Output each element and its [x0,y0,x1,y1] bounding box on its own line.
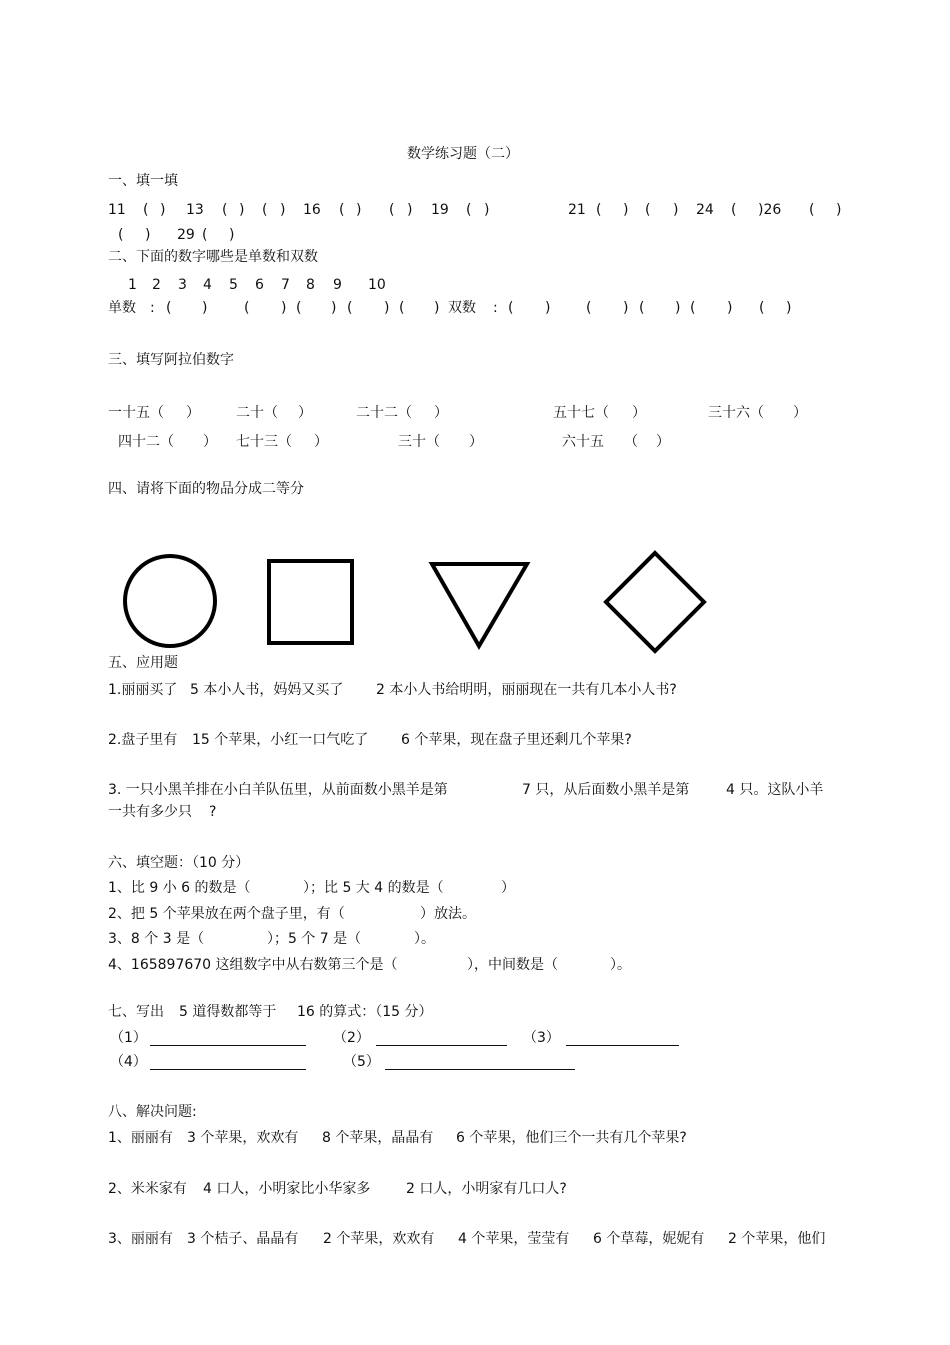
text-fragment: 24 [696,202,714,218]
shapes-figure [0,540,950,660]
text-fragment: ( [731,202,737,218]
text-fragment: 1 [128,277,137,293]
formula-blank-4[interactable] [150,1069,306,1070]
diamond-shape-icon [606,553,704,651]
text-fragment: ( [586,300,592,316]
text-fragment: ) [331,300,337,316]
text-fragment: 21 [568,202,586,218]
text-fragment: 双数 [448,300,476,316]
text-fragment: ) [229,227,235,243]
section-5-heading: 五、应用题 [108,655,178,671]
text-fragment: 单数 [108,300,136,316]
text-fragment: 6 [255,277,264,293]
formula-label-1: （1） [110,1030,147,1046]
section-2-heading: 二、下面的数字哪些是单数和双数 [108,249,318,265]
text-fragment: 二十（ [236,405,278,421]
text-fragment: 16 的算式：（15 分） [297,1004,433,1020]
text-fragment: ） [314,434,328,450]
text-fragment: ) [727,300,733,316]
text-fragment: ) [484,202,490,218]
formula-blank-1[interactable] [150,1045,306,1046]
text-fragment: 1.丽丽买了 [108,682,178,698]
text-fragment: 8 个苹果，晶晶有 [322,1130,434,1146]
text-fragment: 一共有多少只 [108,804,192,820]
text-fragment: 3 [178,277,187,293]
text-fragment: ） [298,405,312,421]
text-fragment: 一十五（ [108,405,164,421]
text-fragment: ） [793,405,807,421]
text-fragment: 2 [152,277,161,293]
text-fragment: 六十五 [562,434,604,450]
down-triangle-shape-icon [432,564,527,646]
text-fragment: ( [244,300,250,316]
text-fragment: ) [239,202,245,218]
text-fragment: ），中间数是（ [467,957,558,973]
text-fragment: ） [501,880,515,896]
text-fragment: ) [280,202,286,218]
text-fragment: ) [145,227,151,243]
text-fragment: ( [118,227,124,243]
text-fragment: ) [160,202,166,218]
text-fragment: ）。 [610,957,631,973]
text-fragment: 7 只，从后面数小黑羊是第 [522,782,690,798]
text-fragment: 5 道得数都等于 [179,1004,277,1020]
formula-label-3: （3） [523,1030,560,1046]
text-fragment: ( [389,202,395,218]
text-fragment: ) [407,202,413,218]
square-shape-icon [269,561,352,643]
text-fragment: 10 [368,277,386,293]
text-fragment: 三十六（ [708,405,764,421]
text-fragment: 二十二（ [356,405,412,421]
text-fragment: ） [203,434,217,450]
text-fragment: ) [623,202,629,218]
text-fragment: : [493,300,498,316]
text-fragment: 2 本小人书给明明，丽丽现在一共有几本小人书? [376,682,677,698]
text-fragment: 2、米米家有 [108,1181,187,1197]
text-fragment: 13 [186,202,204,218]
section-4-heading: 四、请将下面的物品分成二等分 [108,481,304,497]
circle-shape-icon [125,556,215,646]
formula-blank-2[interactable] [376,1045,507,1046]
text-fragment: ) [281,300,287,316]
text-fragment: 3、8 个 3 是（ [108,931,205,947]
text-fragment: 11 [108,202,126,218]
text-fragment: 2.盘子里有 [108,732,178,748]
page-title: 数学练习题（二） [407,146,519,162]
text-fragment: ( [202,227,208,243]
formula-label-2: （2） [333,1030,370,1046]
text-fragment: ( [166,300,172,316]
text-fragment: 1、丽丽有 [108,1130,173,1146]
section-6-heading: 六、填空题：（10 分） [108,855,250,871]
text-fragment: 3. 一只小黑羊排在小白羊队伍里，从前面数小黑羊是第 [108,782,448,798]
text-fragment: : [150,300,155,316]
text-fragment: 16 [303,202,321,218]
text-fragment: ( [639,300,645,316]
text-fragment: 9 [333,277,342,293]
text-fragment: 1、比 9 小 6 的数是（ [108,880,251,896]
text-fragment: ( [809,202,815,218]
text-fragment: ） [434,405,448,421]
text-fragment: 2 个苹果，他们 [728,1231,826,1247]
text-fragment: ( [143,202,149,218]
text-fragment: )26 [758,202,782,218]
text-fragment: ) [356,202,362,218]
text-fragment: ) [202,300,208,316]
text-fragment: 5 本小人书，妈妈又买了 [190,682,344,698]
text-fragment: ) [545,300,551,316]
text-fragment: 4 个苹果，莹莹有 [458,1231,570,1247]
text-fragment: ( [759,300,765,316]
text-fragment: 6 个草莓，妮妮有 [593,1231,705,1247]
text-fragment: ）；5 个 7 是（ [267,931,362,947]
text-fragment: ( [596,202,602,218]
text-fragment: 29 [177,227,195,243]
text-fragment: ）；比 5 大 4 的数是（ [303,880,444,896]
text-fragment: ） [656,434,670,450]
text-fragment: 七、写出 [108,1004,164,1020]
text-fragment: ( [222,202,228,218]
text-fragment: ） [632,405,646,421]
text-fragment: 3、丽丽有 [108,1231,173,1247]
text-fragment: 5 [229,277,238,293]
text-fragment: ) [675,300,681,316]
text-fragment: 三十（ [398,434,440,450]
text-fragment: ( [645,202,651,218]
formula-blank-3[interactable] [566,1045,679,1046]
section-8-heading: 八、解决问题: [108,1104,197,1120]
formula-blank-5[interactable] [385,1069,575,1070]
text-fragment: ( [262,202,268,218]
text-fragment: 19 [431,202,449,218]
text-fragment: 7 [281,277,290,293]
text-fragment: ) [384,300,390,316]
text-fragment: 6 个苹果，他们三个一共有几个苹果? [456,1130,687,1146]
text-fragment: 五十七（ [553,405,609,421]
text-fragment: ( [508,300,514,316]
text-fragment: 3 个桔子、晶晶有 [187,1231,299,1247]
text-fragment: 七十三（ [236,434,292,450]
formula-label-4: （4） [110,1054,147,1070]
text-fragment: ( [347,300,353,316]
text-fragment: （ [624,434,638,450]
text-fragment: ) [623,300,629,316]
text-fragment: ) [434,300,440,316]
formula-label-5: （5） [343,1054,380,1070]
text-fragment: 4 [203,277,212,293]
text-fragment: 15 个苹果，小红一口气吃了 [192,732,369,748]
text-fragment: 3 个苹果，欢欢有 [187,1130,299,1146]
section-3-heading: 三、填写阿拉伯数字 [108,352,234,368]
section-1-heading: 一、填一填 [108,173,178,189]
text-fragment: 2 口人，小明家有几口人? [406,1181,567,1197]
text-fragment: ? [209,804,217,820]
text-fragment: ）放法。 [420,906,476,922]
text-fragment: ）。 [414,931,435,947]
text-fragment: 4、165897670 这组数字中从右数第三个是（ [108,957,398,973]
text-fragment: ( [466,202,472,218]
text-fragment: 4 只。这队小羊 [726,782,824,798]
text-fragment: ( [296,300,302,316]
text-fragment: ） [469,434,483,450]
text-fragment: 6 个苹果，现在盘子里还剩几个苹果? [401,732,632,748]
text-fragment: ) [836,202,842,218]
text-fragment: 四十二（ [118,434,174,450]
text-fragment: 2 个苹果，欢欢有 [323,1231,435,1247]
text-fragment: ) [786,300,792,316]
text-fragment: 2、把 5 个苹果放在两个盘子里，有（ [108,906,345,922]
text-fragment: 4 口人，小明家比小华家多 [203,1181,371,1197]
text-fragment: ( [399,300,405,316]
text-fragment: ） [186,405,200,421]
text-fragment: ( [690,300,696,316]
text-fragment: ) [673,202,679,218]
text-fragment: ( [339,202,345,218]
text-fragment: 8 [306,277,315,293]
